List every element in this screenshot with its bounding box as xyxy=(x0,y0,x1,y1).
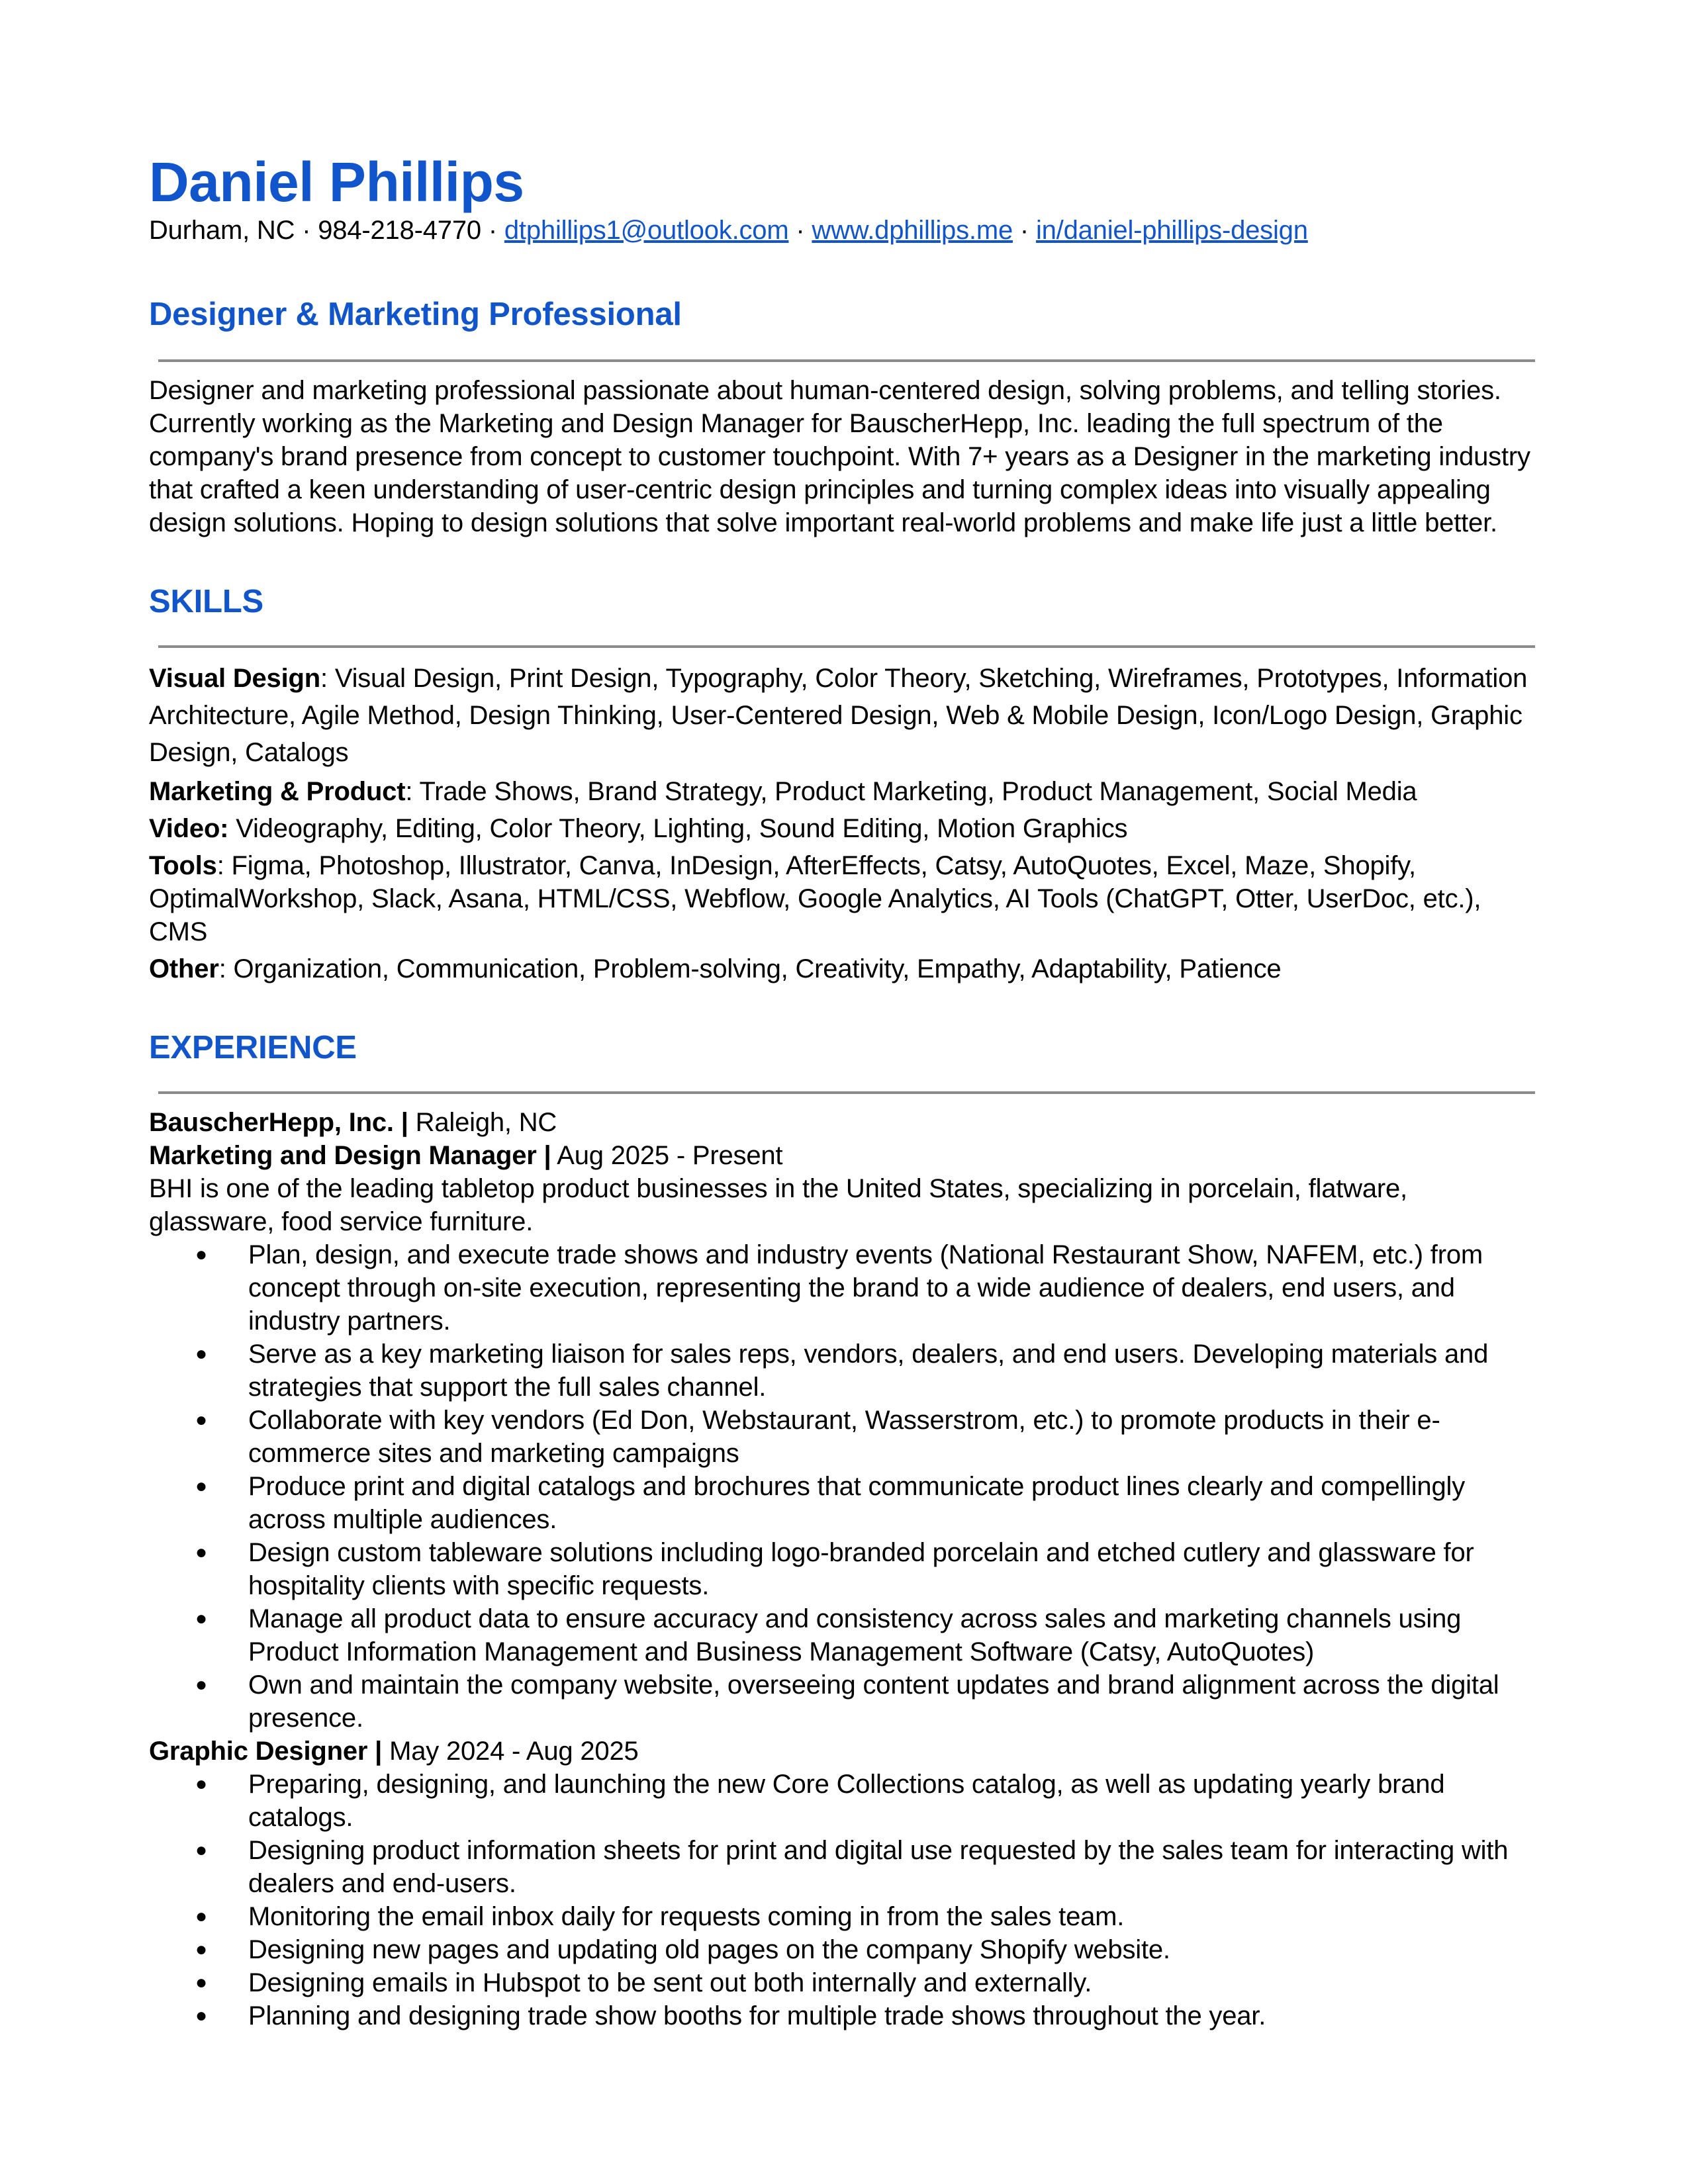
role-heading xyxy=(149,1735,1539,1768)
list-item xyxy=(149,1999,1539,2032)
list-item xyxy=(149,1238,1539,1338)
phone: 984-218-4770 xyxy=(318,216,481,245)
role-title: Graphic Designer | xyxy=(149,1737,383,1766)
skill-separator: : xyxy=(216,851,232,880)
bullet-text: Plan, design, and execute trade shows and industry events (National Restaurant Show, NAFEM, etc.) from concept through on-site execution, representing the brand to a wide audience of dealers, end users, and industry partners. xyxy=(248,1240,1483,1336)
list-item xyxy=(149,1668,1539,1735)
role-heading xyxy=(149,1139,1539,1172)
separator: · xyxy=(481,216,504,245)
divider xyxy=(158,359,1535,362)
list-item xyxy=(149,1404,1539,1470)
list-item xyxy=(149,1933,1539,1966)
bullet-icon: ● xyxy=(195,1475,207,1497)
bullet-icon: ● xyxy=(195,1608,207,1629)
role-dates: May 2024 - Aug 2025 xyxy=(382,1737,639,1766)
skill-values: Figma, Photoshop, Illustrator, Canva, InDesign, AfterEffects, Catsy, AutoQuotes, Excel, Maze, Shopify, OptimalWorkshop, Slack, Asana, HTML/CSS, Webflow, Google Analytics, AI Tools (ChatGPT, Otter, UserDoc, etc.), CMS xyxy=(149,851,1481,946)
skill-separator: : xyxy=(405,777,420,806)
list-item xyxy=(149,1602,1539,1668)
skills-heading: SKILLS xyxy=(149,584,264,619)
company-location: Raleigh, NC xyxy=(408,1108,557,1137)
bullet-list xyxy=(149,1238,1539,1735)
bullet-text: Serve as a key marketing liaison for sales reps, vendors, dealers, and end users. Developing materials and strategies that support the full sales channel. xyxy=(248,1340,1489,1402)
bullet-text: Design custom tableware solutions including logo-branded porcelain and etched cutlery and glassware for hospitality clients with specific requests. xyxy=(248,1538,1474,1600)
bullet-icon: ● xyxy=(195,1839,207,1861)
skill-values: Organization, Communication, Problem-solving, Creativity, Empathy, Adaptability, Patience xyxy=(233,954,1282,983)
bullet-icon: ● xyxy=(195,1773,207,1795)
headline: Designer & Marketing Professional xyxy=(149,296,682,332)
website-link[interactable]: www.dphillips.me xyxy=(812,216,1013,245)
bullet-text: Preparing, designing, and launching the new Core Collections catalog, as well as updating yearly brand catalogs. xyxy=(248,1770,1445,1832)
location: Durham, NC xyxy=(149,216,295,245)
candidate-name: Daniel Phillips xyxy=(149,151,524,213)
bullet-text: Designing product information sheets for print and digital use requested by the sales team for interacting with dealers and end-users. xyxy=(248,1836,1509,1898)
company-line xyxy=(149,1106,1539,1139)
bullet-text: Produce print and digital catalogs and brochures that communicate product lines clearly and compellingly across multiple audiences. xyxy=(248,1472,1466,1534)
skill-separator xyxy=(228,814,236,843)
skills-list xyxy=(149,660,1539,985)
email-link[interactable]: dtphillips1@outlook.com xyxy=(504,216,789,245)
bullet-text: Designing emails in Hubspot to be sent out both internally and externally. xyxy=(248,1968,1092,1997)
company-name: BauscherHepp, Inc. | xyxy=(149,1108,408,1137)
bullet-icon: ● xyxy=(195,1674,207,1696)
list-item xyxy=(149,1338,1539,1404)
list-item xyxy=(149,1536,1539,1602)
separator: · xyxy=(788,216,812,245)
bullet-icon: ● xyxy=(195,1244,207,1265)
summary: Designer and marketing professional passionate about human-centered design, solving problems, and telling stories. Currently working as the Marketing and Design Manager for BauscherHepp, Inc. leading the full spectrum of the company's brand presence from concept to customer touchpoint. With 7+ years as a Designer in the marketing industry that crafted a keen understanding of user-centric design principles and turning complex ideas into visually appealing design solutions. Hoping to design solutions that solve important real-world problems and make life just a little better. xyxy=(149,376,1530,537)
role-description: BHI is one of the leading tabletop product businesses in the United States, specializing in porcelain, flatware, glassware, food service furniture. xyxy=(149,1174,1407,1236)
list-item xyxy=(149,1470,1539,1536)
list-item xyxy=(149,1768,1539,1834)
separator: · xyxy=(1012,216,1036,245)
bullet-icon: ● xyxy=(195,1409,207,1431)
list-item xyxy=(149,1834,1539,1900)
bullet-text: Own and maintain the company website, overseeing content updates and brand alignment across the digital presence. xyxy=(248,1670,1499,1733)
experience-heading: EXPERIENCE xyxy=(149,1030,357,1066)
list-item xyxy=(149,1966,1539,1999)
list-item xyxy=(149,1900,1539,1933)
bullet-text: Designing new pages and updating old pages on the company Shopify website. xyxy=(248,1935,1170,1964)
skill-values: Trade Shows, Brand Strategy, Product Marketing, Product Management, Social Media xyxy=(419,777,1417,806)
separator: · xyxy=(295,216,318,245)
skill-row xyxy=(149,849,1539,948)
skill-category: Visual Design xyxy=(149,664,320,693)
skill-separator: : xyxy=(218,954,234,983)
bullet-icon: ● xyxy=(195,1972,207,1993)
bullet-text: Planning and designing trade show booths for multiple trade shows throughout the year. xyxy=(248,2001,1266,2030)
role-title: Marketing and Design Manager | xyxy=(149,1141,551,1170)
skill-values: Visual Design, Print Design, Typography, Color Theory, Sketching, Wireframes, Prototypes, Information Architecture, Agile Method, Design Thinking, User-Centered Design, Web & Mobile Design, Icon/Logo Design, Graphic Design, Catalogs xyxy=(149,664,1528,767)
skill-row xyxy=(149,812,1539,845)
bullet-icon: ● xyxy=(195,1905,207,1927)
role-dates: Aug 2025 - Present xyxy=(551,1141,783,1170)
linkedin-link[interactable]: in/daniel-phillips-design xyxy=(1035,216,1308,245)
contact-line xyxy=(149,214,1539,247)
skill-values: Videography, Editing, Color Theory, Lighting, Sound Editing, Motion Graphics xyxy=(236,814,1128,843)
bullet-icon: ● xyxy=(195,2005,207,2026)
divider xyxy=(158,1091,1535,1094)
skill-category: Video: xyxy=(149,814,229,843)
skill-category: Tools xyxy=(149,851,217,880)
skill-separator: : xyxy=(320,664,335,693)
bullet-text: Manage all product data to ensure accuracy and consistency across sales and marketing channels using Product Information Management and Business Management Software (Catsy, AutoQuotes) xyxy=(248,1604,1462,1666)
resume-page xyxy=(149,149,1539,2032)
bullet-icon: ● xyxy=(195,1343,207,1365)
skill-category: Other xyxy=(149,954,219,983)
bullet-icon: ● xyxy=(195,1541,207,1563)
bullet-text: Collaborate with key vendors (Ed Don, Webstaurant, Wasserstrom, etc.) to promote products in their e-commerce sites and marketing campaigns xyxy=(248,1406,1440,1468)
skill-row xyxy=(149,660,1539,771)
bullet-list xyxy=(149,1768,1539,2032)
roles xyxy=(149,1139,1539,2032)
skill-category: Marketing & Product xyxy=(149,777,406,806)
skill-row xyxy=(149,775,1539,808)
divider xyxy=(158,645,1535,648)
skill-row xyxy=(149,952,1539,985)
bullet-icon: ● xyxy=(195,1938,207,1960)
bullet-text: Monitoring the email inbox daily for requests coming in from the sales team. xyxy=(248,1902,1125,1931)
